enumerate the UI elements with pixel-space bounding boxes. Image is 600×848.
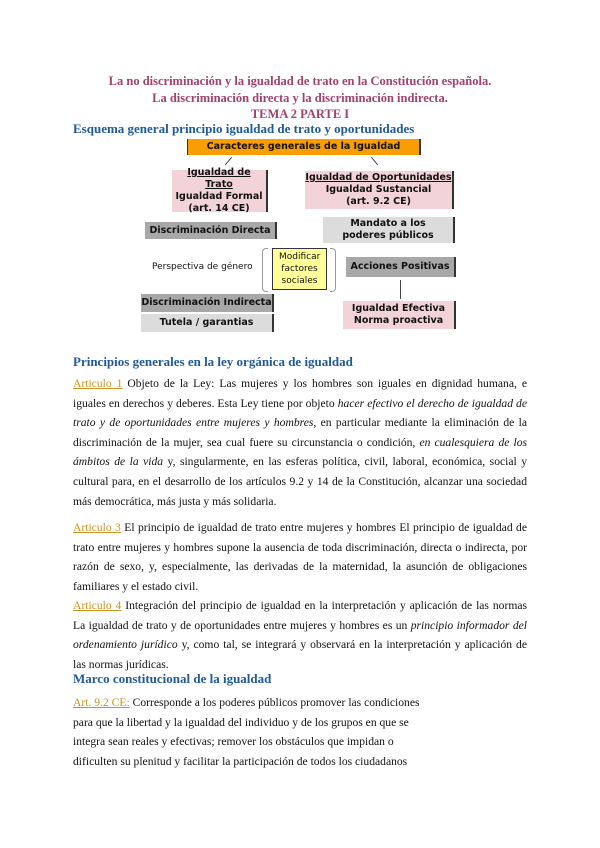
mandato-box: Mandato a los poderes públicos bbox=[323, 217, 455, 243]
articulo-4-paragraph bbox=[73, 596, 527, 674]
text-line: Corresponde a los poderes públicos promover las condiciones bbox=[132, 696, 420, 709]
modificar-factores-box: Modificar factores sociales bbox=[272, 248, 327, 290]
trato-l1: Igualdad de Trato bbox=[187, 167, 251, 190]
italic-text: hacer efectivo el derecho de igualdad de trato y de oportunidades entre mujeres y hombres bbox=[73, 396, 527, 430]
text: El principio de igualdad de trato entre mujeres y hombres El principio de igualdad de trato entre mujeres y hombres supone la ausencia de toda discriminación, directa o indirecta, por razón de sexo, y, especialmente, las derivadas de la maternidad, la asunción de obligaciones familiares y el estado civil. bbox=[73, 521, 527, 593]
text: Integración del principio de igualdad en la interpretación y aplicación de las normas La igualdad de trato y de oportunidades entre mujeres y hombres es un bbox=[73, 599, 527, 632]
acciones-positivas-box: Acciones Positivas bbox=[346, 257, 456, 277]
arrow-left bbox=[225, 157, 232, 165]
doc-title-line2: La discriminación directa y la discriminación indirecta. bbox=[152, 91, 448, 105]
oport-l2: Igualdad Sustancial bbox=[325, 184, 432, 195]
italic-text: en cualesquiera de los ámbitos de la vida bbox=[73, 435, 527, 469]
principios-heading: Principios generales en la ley orgánica de igualdad bbox=[73, 354, 353, 369]
trato-l2: Igualdad Formal bbox=[175, 191, 263, 202]
left-brace bbox=[262, 248, 268, 292]
trato-l3: (art. 14 CE) bbox=[188, 203, 250, 214]
oport-l1: Igualdad de Oportunidades bbox=[305, 172, 452, 183]
text-line: integra sean reales y efectivas; remover los obstáculos que impidan o bbox=[73, 735, 394, 749]
right-brace bbox=[330, 248, 336, 292]
doc-title-line3: TEMA 2 PARTE I bbox=[250, 107, 350, 121]
articulo-3-link[interactable]: Articulo 3 bbox=[73, 521, 121, 534]
perspectiva-genero-label: Perspectiva de género bbox=[152, 262, 253, 272]
art-9-2-paragraph bbox=[73, 693, 527, 771]
efectiva-l1: Igualdad Efectiva bbox=[351, 303, 446, 314]
igualdad-trato-box bbox=[172, 167, 268, 214]
igualdad-oportunidades-box bbox=[305, 171, 454, 209]
articulo-4-link[interactable]: Articulo 4 bbox=[73, 599, 122, 612]
efectiva-l2: Norma proactiva bbox=[353, 315, 444, 326]
doc-title-line1: La no discriminación y la igualdad de trato en la Constitución española. bbox=[108, 74, 492, 88]
discriminacion-directa-box: Discriminación Directa bbox=[145, 222, 277, 239]
text-line: para que la libertad y la igualdad del individuo y de los grupos en que se bbox=[73, 715, 409, 729]
igualdad-efectiva-box bbox=[343, 301, 456, 329]
discriminacion-indirecta-box: Discriminación Indirecta bbox=[141, 294, 274, 312]
text: y, singularmente, en las esferas política, civil, laboral, económica, social y cultural para, en el desarrollo de los artículos 9.2 y 14 de la Constitución, alcanzar una sociedad más democrática, más justa y más solidaria. bbox=[73, 455, 527, 508]
text: , en particular mediante la eliminación de la discriminación de la mujer, sea cual fuere su circunstancia o condición, bbox=[73, 416, 527, 449]
arrow-down bbox=[400, 280, 401, 299]
oport-l3: (art. 9.2 CE) bbox=[346, 196, 411, 207]
schema-heading: Esquema general principio igualdad de trato y oportunidades bbox=[73, 121, 415, 136]
text-line: dificulten su plenitud y facilitar la participación de todos los ciudadanos bbox=[73, 754, 408, 768]
italic-text: principio informador del ordenamiento jurídico bbox=[73, 618, 527, 652]
marco-heading: Marco constitucional de la igualdad bbox=[73, 671, 272, 686]
articulo-1-link[interactable]: Articulo 1 bbox=[73, 377, 123, 390]
articulo-1-paragraph bbox=[73, 374, 527, 511]
art-9-2-link[interactable]: Art. 9.2 CE: bbox=[73, 696, 130, 709]
text: y, como tal, se integrará y observará en la interpretación y aplicación de las normas jurídicas. bbox=[73, 638, 527, 671]
tutela-box: Tutela / garantias bbox=[141, 314, 274, 332]
diagram-top-box: Caracteres generales de la Igualdad bbox=[187, 139, 421, 155]
arrow-right bbox=[371, 157, 378, 165]
articulo-3-paragraph bbox=[73, 518, 527, 596]
text: Objeto de la Ley: Las mujeres y los hombres son iguales en dignidad humana, e iguales en derechos y deberes. Esta Ley tiene por objeto bbox=[73, 377, 527, 410]
